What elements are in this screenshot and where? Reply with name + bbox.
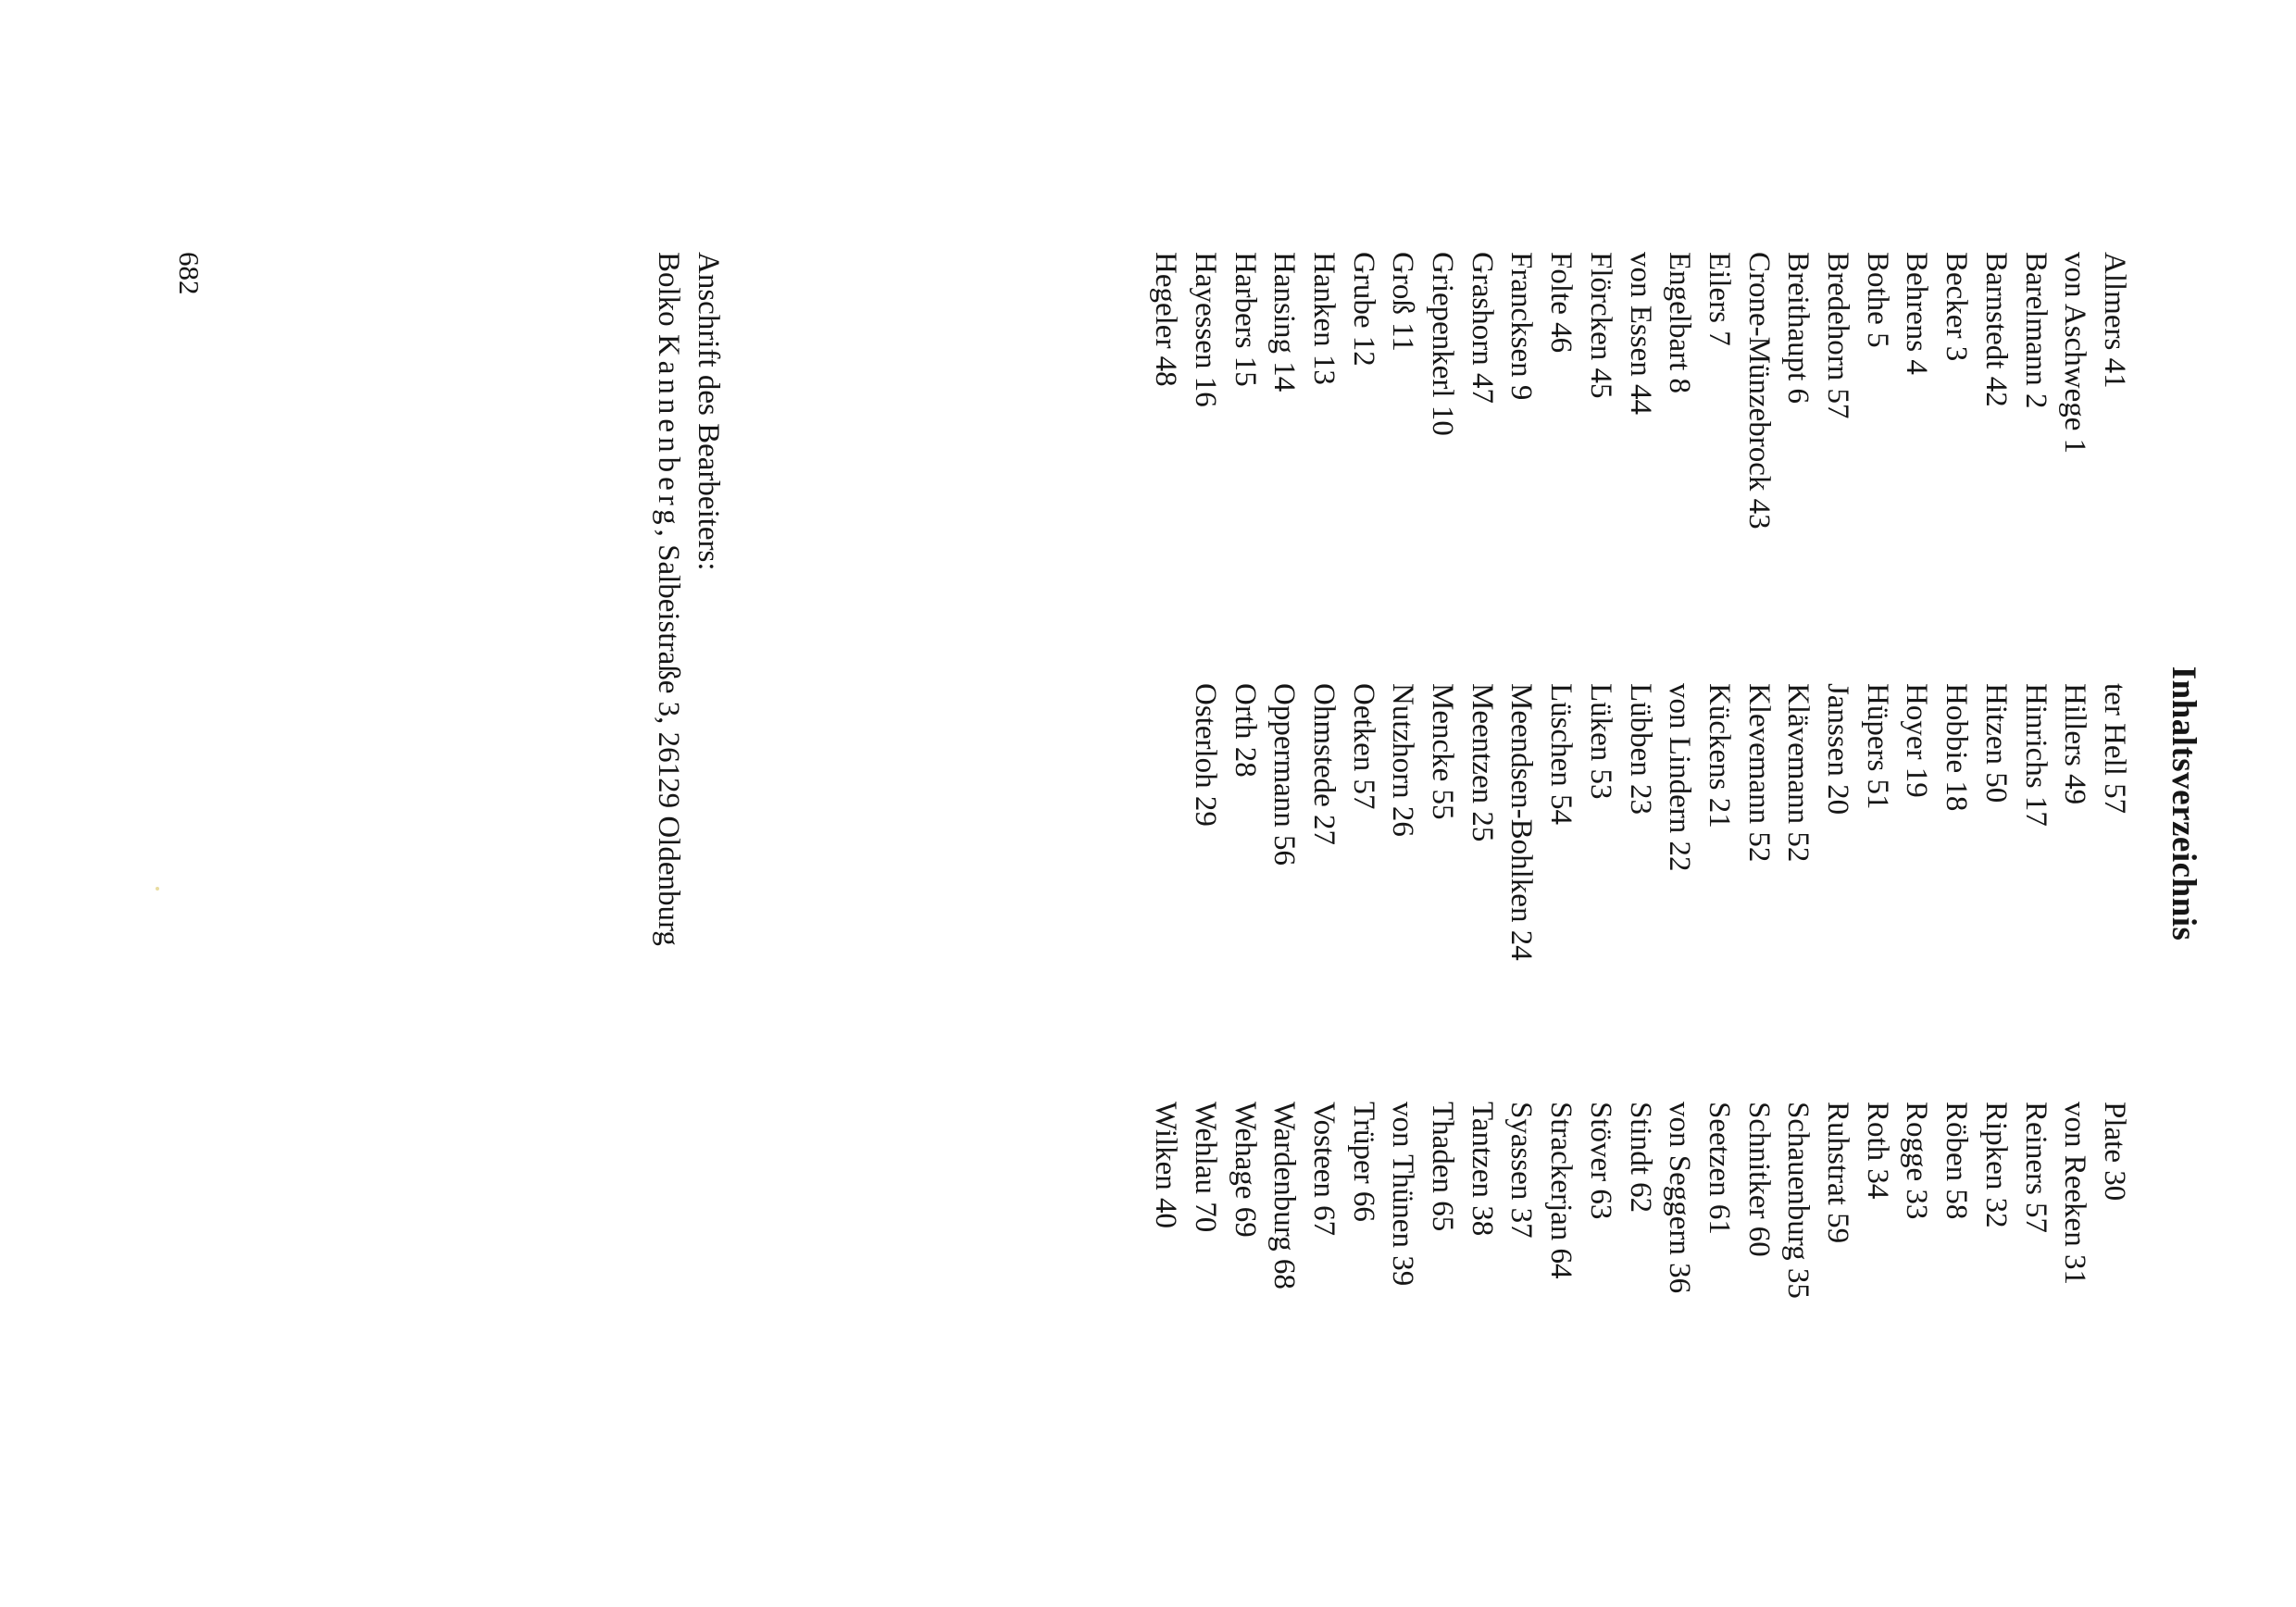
- index-entry: Hoyer 19: [1900, 683, 1934, 798]
- index-entry: Lübben 23: [1623, 683, 1657, 816]
- index-entry: Ohmstede 27: [1306, 683, 1341, 846]
- index-entry: Klävemann 52: [1781, 683, 1816, 863]
- index-entry: Rogge 33: [1900, 1102, 1934, 1220]
- editor-address: [648, 252, 728, 946]
- address-line: [648, 252, 688, 946]
- index-entry: Hobbie 18: [1940, 683, 1974, 812]
- index-entry: von Reeken 31: [2058, 1102, 2092, 1285]
- index-entry: Janssen 20: [1821, 683, 1855, 816]
- index-entry: Thaden 65: [1426, 1102, 1460, 1232]
- index-entry: Ruhstrat 59: [1821, 1102, 1855, 1244]
- index-entry: Griepenkerl 10: [1426, 252, 1460, 436]
- index-entry: Wilken 40: [1149, 1102, 1183, 1229]
- index-entry: Vosteen 67: [1306, 1102, 1341, 1237]
- index-entry: von Essen 44: [1623, 252, 1657, 415]
- index-entry: Flörcken 45: [1583, 252, 1617, 399]
- index-entry: Mencke 55: [1426, 683, 1460, 820]
- index-entry: Plate 30: [2098, 1102, 2131, 1202]
- index-entry: Hansing 14: [1267, 252, 1302, 392]
- index-entry: Behrens 4: [1900, 252, 1934, 375]
- index-entry: Grube 12: [1346, 252, 1380, 367]
- index-entry: Klevemann 52: [1741, 683, 1776, 863]
- address-surname: Kannenberg: [652, 333, 685, 529]
- index-entry: von Seggern 36: [1663, 1102, 1697, 1294]
- index-entry: Kückens 21: [1702, 683, 1736, 828]
- index-entry: Hillers 49: [2058, 683, 2092, 805]
- index-entry: Reiners 57: [2018, 1102, 2053, 1234]
- index-column-3: [1145, 1102, 2134, 1299]
- index-entry: Hinrichs 17: [2018, 683, 2053, 827]
- index-entry: von Lindern 22: [1663, 683, 1697, 872]
- index-entry: von Thünen 39: [1386, 1102, 1420, 1287]
- address-label: Anschrift des Bearbeiters:: [692, 252, 725, 571]
- index-entry: Wehlau 70: [1188, 1102, 1222, 1233]
- index-entry: Meendsen-Bohlken 24: [1504, 683, 1539, 961]
- index-entry: Groß 11: [1386, 252, 1420, 352]
- index-entry: Barnstedt 42: [1978, 252, 2013, 407]
- index-entry: Engelbart 8: [1663, 252, 1697, 394]
- index-entry: Strackerjan 64: [1544, 1102, 1578, 1279]
- index-column-1: [1145, 252, 2134, 529]
- index-entry: Bothe 5: [1860, 252, 1894, 348]
- index-entry: Schauenburg 35: [1781, 1102, 1816, 1299]
- index-entry: Francksen 9: [1504, 252, 1539, 401]
- page-number: 682: [173, 252, 206, 295]
- index-entry: Stindt 62: [1623, 1102, 1657, 1214]
- index-entry: Oppermann 56: [1267, 683, 1302, 866]
- index-entry: Ripken 32: [1978, 1102, 2013, 1228]
- index-entry: Hegeler 48: [1149, 252, 1183, 387]
- index-entry: Röben 58: [1940, 1102, 1974, 1220]
- index-entry: Hüpers 51: [1860, 683, 1894, 810]
- index-entry: Roth 34: [1860, 1102, 1894, 1200]
- index-entry: Orth 28: [1228, 683, 1262, 778]
- index-entry: Hanken 13: [1306, 252, 1341, 385]
- index-entry: Lüschen 54: [1544, 683, 1578, 826]
- index-entry: Schnitker 60: [1741, 1102, 1776, 1257]
- index-entry: Nutzhorn 26: [1386, 683, 1420, 837]
- index-entry: Becker 3: [1940, 252, 1974, 362]
- index-entry: Hayessen 16: [1188, 252, 1222, 407]
- page-title: Inhaltsverzeichnis: [2165, 666, 2202, 941]
- index-entry: Wardenburg 68: [1267, 1102, 1302, 1289]
- index-entry: Stöver 63: [1583, 1102, 1617, 1220]
- address-street-city: , Salbeistraße 3, 26129 Oldenburg: [652, 529, 685, 946]
- index-entry: Folte 46: [1544, 252, 1578, 354]
- index-entry: Breithaupt 6: [1781, 252, 1816, 405]
- index-entry: Meentzen 25: [1465, 683, 1499, 842]
- index-entry: Crone-Münzebrock 43: [1741, 252, 1776, 529]
- index-entry: Harbers 15: [1228, 252, 1262, 387]
- index-entry: Bredehorn 57: [1821, 252, 1855, 419]
- index-entry: von Aschwege 1: [2058, 252, 2092, 455]
- paper-speck: [156, 887, 159, 891]
- index-entry: Wehage 69: [1228, 1102, 1262, 1238]
- address-first-name: Bolko: [652, 252, 685, 327]
- index-entry: Trüper 66: [1346, 1102, 1380, 1222]
- index-entry: Eilers 7: [1702, 252, 1736, 346]
- index-entry: ter Hell 57: [2098, 683, 2131, 815]
- index-entry: Grashorn 47: [1465, 252, 1499, 405]
- index-entry: Hitzen 50: [1978, 683, 2013, 804]
- index-entry: Barelmann 2: [2018, 252, 2053, 409]
- index-entry: Lüken 53: [1583, 683, 1617, 800]
- index-entry: Allmers 41: [2098, 252, 2131, 389]
- index-entry: Tantzen 38: [1465, 1102, 1499, 1237]
- index-entry: Osterloh 29: [1188, 683, 1222, 827]
- index-column-2: [1185, 683, 2134, 961]
- index-entry: Syassen 37: [1504, 1102, 1539, 1239]
- index-entry: Oetken 57: [1346, 683, 1380, 810]
- index-entry: Seetzen 61: [1702, 1102, 1736, 1235]
